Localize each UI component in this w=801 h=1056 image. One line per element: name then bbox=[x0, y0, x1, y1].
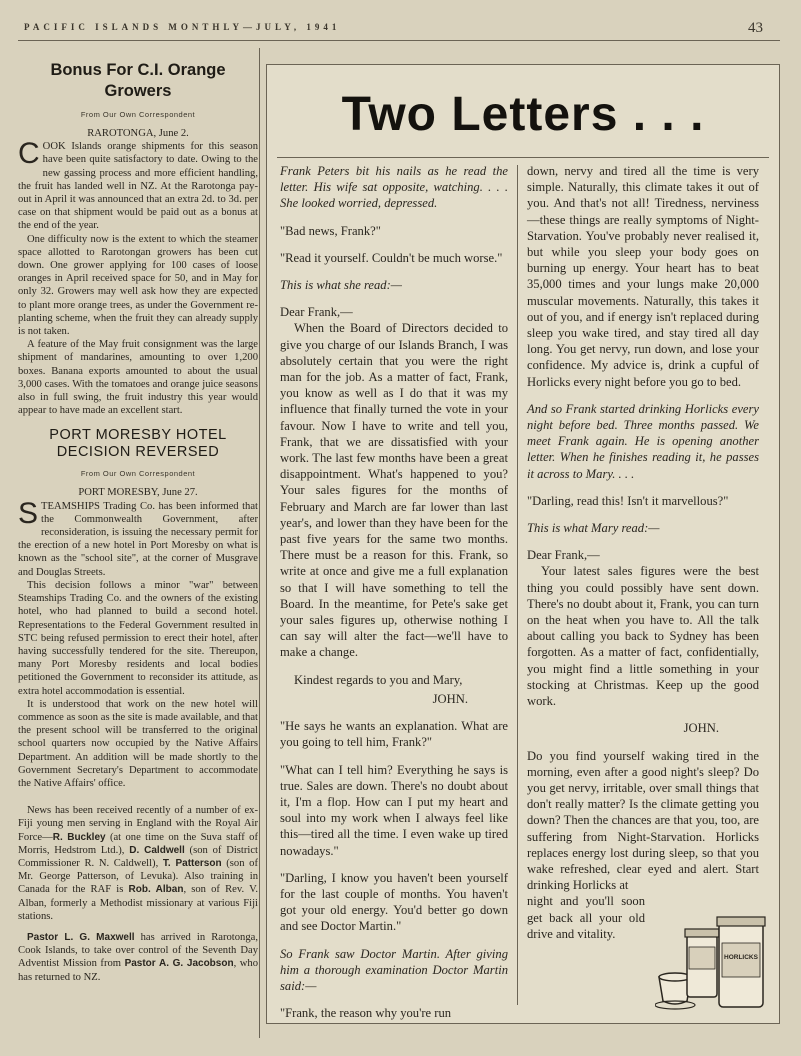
page-number: 43 bbox=[748, 20, 763, 36]
letter-salutation: Dear Frank,— bbox=[527, 548, 600, 563]
news-name: Pastor A. G. Jacobson bbox=[124, 958, 234, 970]
ad-narration: And so Frank started drinking Horlicks every night before bed. Three months passed. We meet Frank again. He is opening another letter. When he finishes reading it, he passes it across to Mary. . . . bbox=[527, 401, 759, 481]
ad-dialogue: "Darling, read this! Isn't it marvellous?" bbox=[527, 493, 729, 508]
news-name: Rob. Alban bbox=[128, 884, 184, 896]
hotel-para-3: It is understood that work on the new hotel will commence as soon as the site is made available, and that the present school will be transferred to the original school quarters now occupied by the Native Affairs Department. An addition will be made shortly to the Government Secretary's Department to accommodate the Native Affairs' office. bbox=[18, 698, 258, 789]
news-text: (son of District Commissioner R. N. Caldwell), bbox=[18, 844, 258, 869]
letter-signature: JOHN. bbox=[683, 721, 719, 736]
letter-closing: Kindest regards to you and Mary, bbox=[294, 672, 463, 687]
header-rule bbox=[18, 40, 780, 41]
left-column bbox=[18, 56, 258, 992]
news-name: D. Caldwell bbox=[129, 844, 185, 856]
letter-salutation: Dear Frank,— bbox=[280, 305, 353, 320]
bonus-headline bbox=[18, 60, 258, 102]
ad-pitch: Do you find yourself waking tired in the morning, even after a good night's sleep? Do you get nervy, irritable, over small things that don't really matter? Is the climate getting you down? Then the chances are that you, too, are suffering from Night-Starvation. Horlicks replaces energy lost during sleep, so that you wake refreshed, clear eyed and alert. Start drinking Horlicks at bbox=[527, 748, 759, 893]
ad-narration: This is what she read:— bbox=[280, 278, 402, 293]
ad-narration: This is what Mary read:— bbox=[527, 521, 660, 536]
ad-dialogue: "Frank, the reason why you're run bbox=[280, 1006, 452, 1021]
jar-label: HORLICKS bbox=[724, 954, 758, 961]
hotel-para-1 bbox=[18, 496, 258, 579]
letter-signature: JOHN. bbox=[432, 691, 468, 706]
hotel-para-2: This decision follows a minor "war" between Steamships Trading Co. and the owners of the existing hotel, who had planned to build a second hotel. Representations to the Federal Government resulted in STC being refused permission to erect their hotel, after having successfully tendered for the site. Thereupon, many Port Moresby residents and local bodies petitioned the Government to reconsider its attitude, as extra hotel accommodation is essential. bbox=[18, 579, 258, 697]
ad-dialogue: "Bad news, Frank?" bbox=[280, 223, 381, 238]
ad-pitch-end: night and you'll soon get back all your old drive and vitality. bbox=[527, 894, 645, 941]
ad-headline-rule bbox=[277, 157, 769, 158]
hotel-headline-line-2: DECISION REVERSED bbox=[56, 444, 220, 461]
news-name: Pastor L. G. Maxwell bbox=[27, 931, 135, 943]
news-text: , son of Rev. V. Alban, formerly a Methodist missionary at various Fiji stations. bbox=[18, 884, 259, 922]
bonus-headline-line-1: Bonus For C.I. Orange bbox=[50, 61, 226, 79]
letter-body: Your latest sales figures were the best thing you could possibly have sent down. There's no doubt about it, Frank, you can turn on the heat when you have to. All the talk about calling you back to Sydney has been forgotten. As a matter of fact, confidentially, you might find a little something in your stocking at Christmas. Keep up the good work. bbox=[527, 564, 759, 709]
ad-narration: So Frank saw Doctor Martin. After giving him a thorough examination Doctor Martin said:— bbox=[280, 946, 508, 993]
bonus-byline: From Our Own Correspondent bbox=[80, 110, 196, 119]
horlicks-advertisement bbox=[266, 64, 780, 1024]
ad-dialogue: "He says he wants an explanation. What are you going to tell him, Frank?" bbox=[280, 719, 508, 750]
ad-dialogue: "Read it yourself. Couldn't be much worse." bbox=[280, 250, 503, 265]
horlicks-jar-illustration bbox=[655, 915, 767, 1015]
news-text: (at one time on the Suva staff of Morris, Hedstrom Ltd.), bbox=[18, 831, 258, 856]
ad-column-right bbox=[527, 163, 759, 953]
hotel-para-1-text: TEAMSHIPS Trading Co. has been informed that the Commonwealth Government, after reconsideration, is issuing the necessary permit for the erection of a new hotel in Port Moresby on what is known as the "school site", at the corner of Musgrave and Douglas Streets. bbox=[18, 500, 258, 578]
bonus-drop-cap: C bbox=[18, 137, 40, 171]
news-name: T. Patterson bbox=[162, 857, 222, 869]
news-text: (son of Mr. George Patterson, of Levuka). Also training in Canada for the RAF is bbox=[18, 857, 258, 896]
ad-column-divider bbox=[517, 165, 518, 1005]
hotel-byline: From Our Own Correspondent bbox=[80, 469, 196, 479]
ad-intro: Frank Peters bit his nails as he read the letter. His wife sat opposite, watching. . . . She looked worried, depressed. bbox=[280, 164, 508, 211]
bonus-para-3: A feature of the May fruit consignment was the large shipment of mandarines, amounting to over 1,200 boxes. Banana exports amounted to about the usual 3,000 cases. With the tomatoes and orange juice seasons also in full swing, the fruit industry this year would appear to have made an excellent start. bbox=[18, 339, 258, 417]
hotel-headline-line-1: PORT MORESBY HOTEL bbox=[49, 427, 227, 444]
hotel-dateline: PORT MORESBY, June 27. bbox=[78, 487, 198, 499]
news-name: R. Buckley bbox=[52, 831, 106, 843]
bonus-para-2: One difficulty now is the extent to which the steamer space allotted to Rarotongan growers has been cut down. One grower applying for 100 cases of loose oranges in April received space for 50, and in May for only 32. Growers may well ask how they are expected to plant more orange trees, as under the Government re-planting scheme, when the fruit they can already supply is not taken. bbox=[18, 233, 258, 338]
ad-column-left bbox=[280, 163, 508, 1032]
bonus-para-1-text: OOK Islands orange shipments for this season have been quite satisfactory to date. Owing to the new gassing process and more efficient handling, the fruit has landed well in NZ. At the Rarotonga pay-out in April it was announced that an extra 2d. to 3d. per case on that shipment would be paid out as a bonus at the end of the year. bbox=[18, 141, 258, 232]
news-text: News has been received recently of a number of ex-Fiji young men serving in England with the Royal Air Force— bbox=[18, 805, 258, 843]
bonus-headline-line-2: Growers bbox=[104, 82, 172, 100]
news-brief-pastor bbox=[18, 931, 258, 984]
news-text: has arrived in Rarotonga, Cook Islands, to take over control of the Seventh Day Adventist Mission from bbox=[18, 931, 258, 970]
large-jar-icon bbox=[717, 917, 765, 1007]
ad-dialogue: "What can I tell him? Everything he says is true. Sales are down. There's no doubt about it, I'm a flop. How can I put my heart and soul into my work when I always feel like this—tired all the time. I even wake up tired nowadays." bbox=[280, 762, 508, 858]
letter-body: When the Board of Directors decided to give you charge of our Islands Branch, I was absolutely certain that you were the right man for the job. As a matter of fact, Frank, you know as well as I do that it was my influence that finally turned the vote in your favour. Now I have to write and tell you, Frank, that we are dissatisfied with your work. The last few months have been a great disappointment. What's happened to you? Your sales figures for the months of February and March are far lower than last year's, and lower than they have been for the past five years for the same two months. There must be a reason for this. Frank, so write at once and give me a full explanation so that I will have something to tell the Board. In the meantime, for Pete's sake get your sales figures up, otherwise nothing I can say will alter the fact—we'll have to make a change. bbox=[280, 321, 508, 660]
hotel-drop-cap: S bbox=[18, 496, 39, 530]
news-text: , who has returned to NZ. bbox=[18, 958, 258, 983]
column-divider bbox=[259, 48, 260, 1038]
bonus-para-1 bbox=[18, 137, 258, 232]
ad-dialogue: "Darling, I know you haven't been yourself for the last couple of months. You haven't got your old energy. You'd better go down and see Doctor Martin." bbox=[280, 870, 508, 934]
news-briefs bbox=[18, 804, 258, 984]
ad-doctor-advice: down, nervy and tired all the time is very simple. Naturally, this climate takes it out of you. And that's not all! Tiredness, nerviness—these things are really symptoms of Night-Starvation. You've probably never realised it, but while you sleep your body goes on burning up energy. Your heart has to beat 35,000 times and your lungs make 20,000 muscular movements. Naturally, this takes it out of you, and if energy isn't replaced during sleep you wake tired, and stay tired all day long. You get nervy, run down, and lose your confidence. My advice is, drink a cupful of Horlicks every night before you go to bed. bbox=[527, 164, 759, 389]
news-brief-raf bbox=[18, 804, 258, 923]
ad-headline: Two Letters . . . bbox=[341, 88, 705, 141]
running-head: PACIFIC ISLANDS MONTHLY—JULY, 1941 bbox=[24, 22, 341, 32]
bonus-dateline: RAROTONGA, June 2. bbox=[87, 128, 189, 139]
small-jar-icon bbox=[685, 929, 719, 997]
hotel-headline bbox=[18, 427, 258, 461]
